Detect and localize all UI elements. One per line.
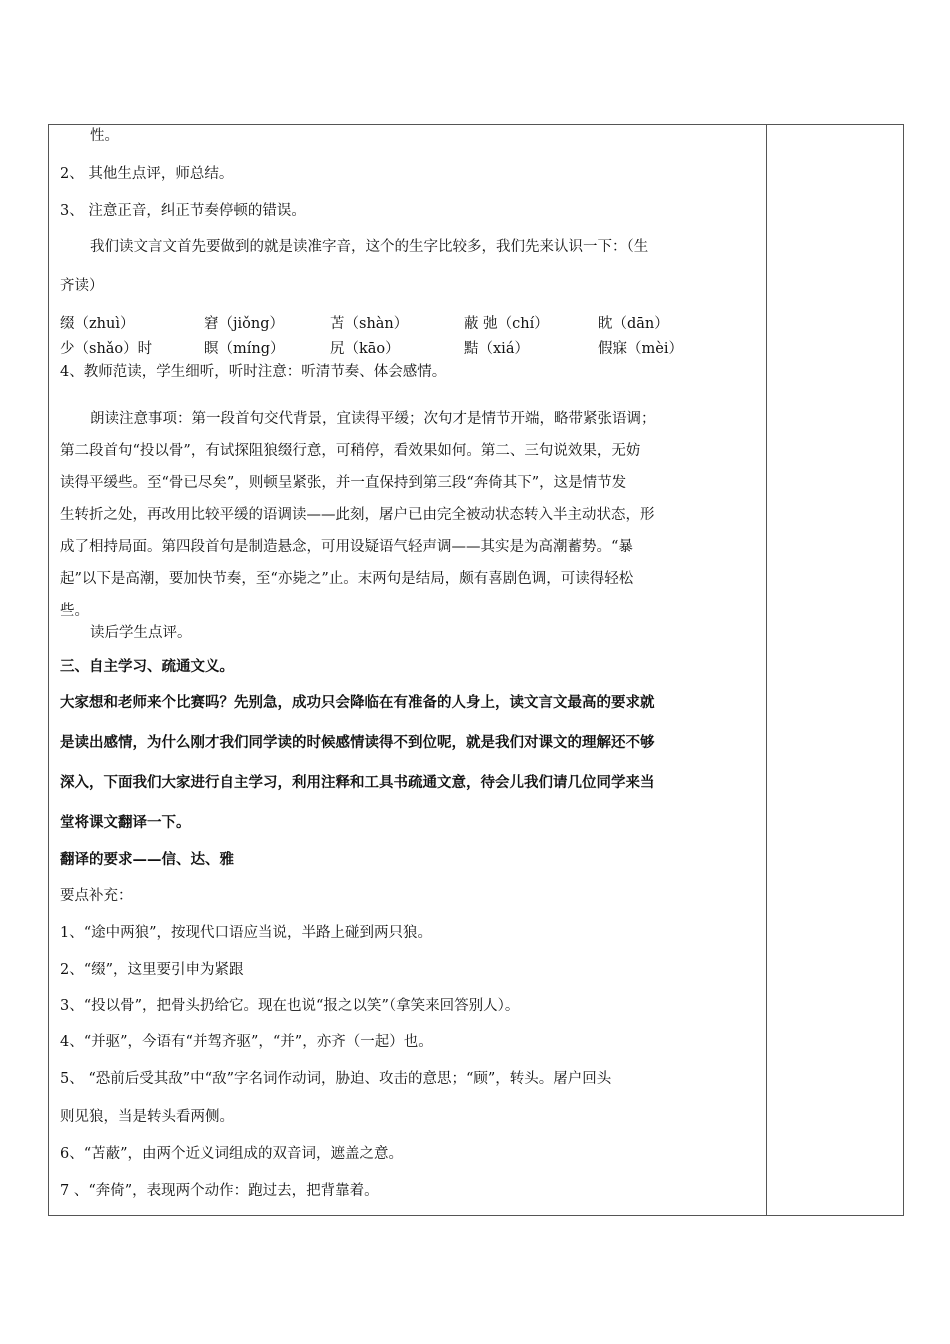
pinyin-item: 窘（jiǒng） [204,316,284,332]
text-line: 深入，下面我们大家进行自主学习，利用注释和工具书疏通文意，待会儿我们请几位同学来当 [60,774,655,791]
text-line: 朗读注意事项：第一段首句交代背景，宜读得平缓；次句才是情节开端，略带紧张语调； [90,411,656,427]
text-line: 我们读文言文首先要做到的就是读准字音，这个的生字比较多，我们先来认识一下：（生 [90,239,649,255]
pinyin-item: 尻（kāo） [330,341,400,357]
pinyin-item: 假寐（mèi） [598,341,683,357]
text-line: 读得平缓些。至“骨已尽矣”，则顿呈紧张，并一直保持到第三段“奔倚其下”，这是情节发 [60,475,627,491]
text-line: 是读出感情，为什么刚才我们同学读的时候感情读得不到位呢，就是我们对课文的理解还不够 [60,734,655,751]
text-line: 起”以下是高潮，要加快节奏，至“亦毙之”止。末两句是结局，颇有喜剧色调，可读得轻松 [60,571,634,587]
text-line: 5、 “恐前后受其敌”中“敌”字名词作动词，胁迫、攻击的意思；“顾”，转头。屠户回头 [60,1071,612,1087]
text-line: 性。 [90,128,119,144]
pinyin-item: 眈（dān） [598,316,669,332]
text-line: 6、“苫蔽”，由两个近义词组成的双音词，遮盖之意。 [60,1146,404,1162]
text-line: 4、“并驱”，今语有“并驾齐驱”，“并”，亦齐（一起）也。 [60,1034,433,1050]
text-line: 2、“缀”，这里要引申为紧跟 [60,962,244,978]
text-line: 读后学生点评。 [90,625,192,641]
text-line: 翻译的要求——信、达、雅 [60,851,234,868]
text-line: 生转折之处，再改用比较平缓的语调读——此刻，屠户已由完全被动状态转入半主动状态，形 [60,507,655,523]
text-line: 3、“投以骨”，把骨头扔给它。现在也说“报之以笑”（拿笑来回答别人）。 [60,998,520,1014]
text-line: 1、“途中两狼”，按现代口语应当说，半路上碰到两只狼。 [60,925,433,941]
text-line: 3、 注意正音，纠正节奏停顿的错误。 [60,203,306,219]
column-divider [766,124,767,1216]
pinyin-item: 蔽 弛（chí） [464,316,549,332]
pinyin-item: 苫（shàn） [330,316,409,332]
pinyin-item: 黠（xiá） [464,341,529,357]
text-line: 7 、“奔倚”，表现两个动作：跑过去，把背靠着。 [60,1183,379,1199]
text-line: 齐读） [60,278,104,294]
text-line: 些。 [60,603,89,619]
text-line: 则见狼，当是转头看两侧。 [60,1109,234,1125]
pinyin-item: 瞑（míng） [204,341,285,357]
pinyin-item: 缀（zhuì） [60,316,135,332]
text-line: 要点补充： [60,888,133,904]
text-line: 2、 其他生点评，师总结。 [60,166,234,182]
text-line: 成了相持局面。第四段首句是制造悬念，可用设疑语气轻声调——其实是为高潮蓄势。“暴 [60,539,633,555]
text-line: 第二段首句“投以骨”，有试探阻狼缀行意，可稍停，看效果如何。第二、三句说效果，无妨 [60,443,641,459]
text-line: 堂将课文翻译一下。 [60,814,191,831]
text-line: 大家想和老师来个比赛吗？先别急，成功只会降临在有准备的人身上，读文言文最高的要求就 [60,694,655,711]
section-heading: 三、自主学习、疏通文义。 [60,658,234,675]
text-line: 4、教师范读，学生细听，听时注意：听清节奏、体会感情。 [60,364,447,380]
pinyin-item: 少（shǎo）时 [60,341,153,357]
